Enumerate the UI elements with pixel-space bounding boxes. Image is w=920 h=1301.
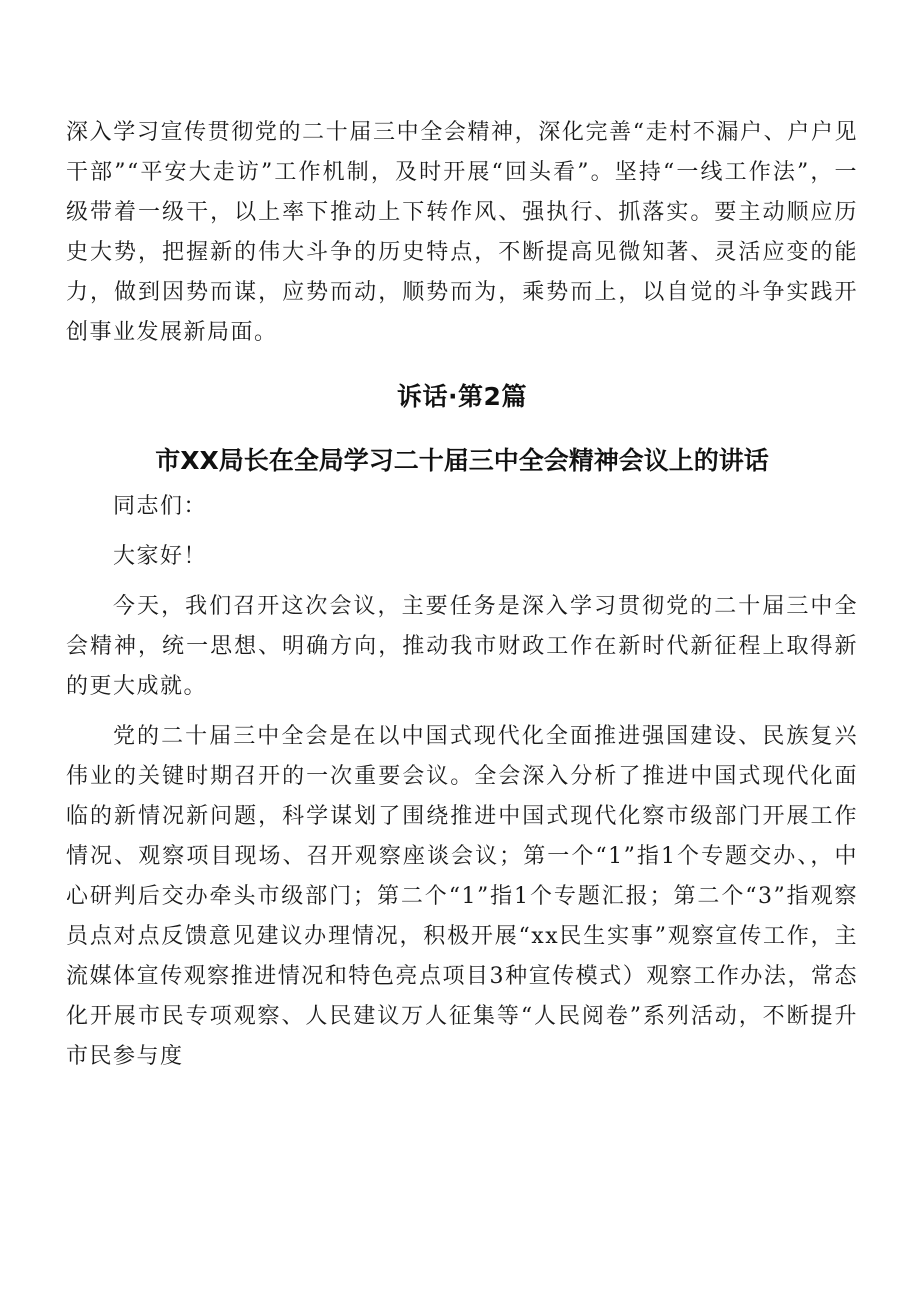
spacer (66, 577, 858, 587)
salutation: 同志们： (113, 494, 208, 519)
spacer (66, 527, 858, 537)
spacer (66, 353, 858, 377)
speech-title: 市XX局长在全局学习二十届三中全会精神会议上的讲话 (155, 446, 769, 475)
body-paragraph-2: 党的二十届三中全会是在以中国式现代化全面推进强国建设、民族复兴伟业的关键时期召开的一次重要会议。全会深入分析了推进中国式现代化面临的新情况新问题，科学谋划了围绕推进中国式现代化察市级部门开展工作情况、观察项目现场、召开观察座谈会议；第一个“1”指1个专题交办、，中心研判后交办牵头市级部门；第二个“1”指1个专题汇报；第二个“3”指观察员点对点反馈意见建议办理情况，积极开展“xx民生实事”观察宣传工作，主流媒体宣传观察推进情况和特色亮点项目3种宣传模式）观察工作办法，常态化开展市民专项观察、人民建议万人征集等“人民阅卷”系列活动，不断提升市民参与度 (66, 724, 858, 1069)
intro-paragraph: 深入学习宣传贯彻党的二十届三中全会精神，深化完善“走村不漏户、户户见干部”“平安大走访”工作机制，及时开展“回头看”。坚持“一线工作法”，一级带着一级干，以上率下推动上下转作风、强执行、抓落实。要主动顺应历史大势，把握新的伟大斗争的历史特点，不断提高见微知著、灵活应变的能力，做到因势而谋，应势而动，顺势而为，乘势而上，以自觉的斗争实践开创事业发展新局面。 (66, 120, 858, 345)
document-page (66, 113, 858, 1077)
spacer (66, 417, 858, 441)
section-heading: 诉话·第2篇 (397, 382, 527, 411)
body-paragraph-1: 今天，我们召开这次会议，主要任务是深入学习贯彻党的二十届三中全会精神，统一思想、明确方向，推动我市财政工作在新时代新征程上取得新的更大成就。 (66, 594, 858, 699)
greeting: 大家好！ (113, 544, 208, 569)
spacer (66, 707, 858, 717)
